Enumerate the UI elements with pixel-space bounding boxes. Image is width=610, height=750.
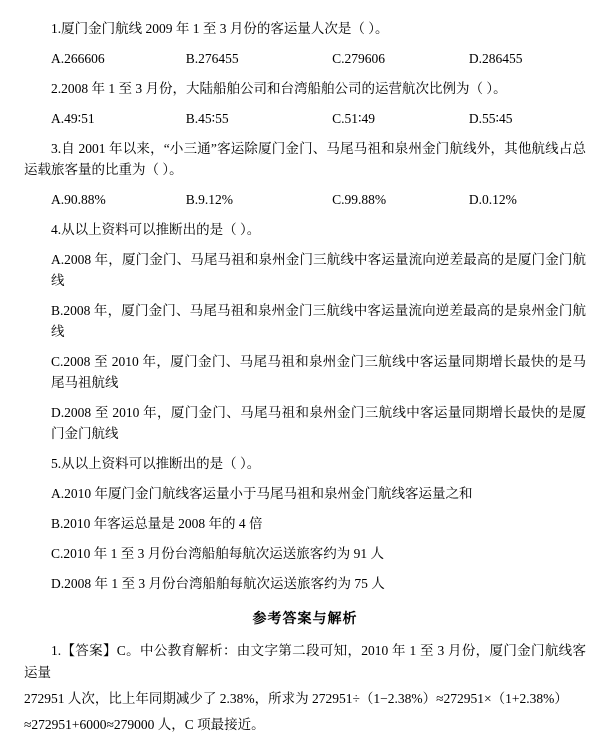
option-c[interactable]: C.99.88% — [332, 192, 387, 207]
question-options-row — [24, 189, 586, 210]
option-c[interactable]: C.2008 至 2010 年，厦门金门、马尾马祖和泉州金门三航线中客运量同期增长最快的是马尾马祖航线 — [51, 354, 586, 390]
question-stem: 2.2008 年 1 至 3 月份，大陆船舶公司和台湾船舶公司的运营航次比例为（ ）。 — [51, 81, 507, 96]
option-d[interactable]: D.2008 至 2010 年，厦门金门、马尾马祖和泉州金门三航线中客运量同期增长最快的是厦门金门航线 — [51, 405, 586, 441]
option-d[interactable]: D.2008 年 1 至 3 月份台湾船舶每航次运送旅客约为 75 人 — [51, 576, 385, 591]
question-options-row — [24, 108, 586, 129]
option-a[interactable]: A.90.88% — [51, 192, 106, 207]
option-c[interactable]: C.279606 — [332, 51, 386, 66]
option-b[interactable]: B.45∶55 — [185, 111, 229, 126]
option-d[interactable]: D.0.12% — [468, 192, 517, 207]
option-b[interactable]: B.2010 年客运总量是 2008 年的 4 倍 — [51, 516, 263, 531]
question-stem: 4.从以上资料可以推断出的是（ ）。 — [51, 222, 261, 237]
option-b[interactable]: B.2008 年，厦门金门、马尾马祖和泉州金门三航线中客运量流向逆差最高的是泉州金门航线 — [51, 303, 586, 339]
option-a[interactable]: A.2010 年厦门金门航线客运量小于马尾马祖和泉州金门航线客运量之和 — [51, 486, 473, 501]
question-stem: 1.厦门金门航线 2009 年 1 至 3 月份的客运量人次是（ ）。 — [51, 21, 389, 36]
question-options-row — [24, 48, 586, 69]
option-a[interactable]: A.49∶51 — [51, 111, 95, 126]
option-d[interactable]: D.55∶45 — [468, 111, 513, 126]
question-stem: 3.自 2001 年以来，“小三通”客运除厦门金门、马尾马祖和泉州金门航线外，其他航线占总运载旅客量的比重为（ ）。 — [24, 141, 586, 177]
answer-paragraph: ≈272951+6000≈279000 人，C 项最接近。 — [24, 717, 265, 732]
option-a[interactable]: A.266606 — [51, 51, 105, 66]
option-c[interactable]: C.2010 年 1 至 3 月份台湾船舶每航次运送旅客约为 91 人 — [51, 546, 385, 561]
question-stem: 5.从以上资料可以推断出的是（ ）。 — [51, 456, 261, 471]
answer-paragraph: 1.【答案】C。中公教育解析：由文字第二段可知，2010 年 1 至 3 月份，厦门金门航线客运量 — [24, 643, 586, 680]
option-d[interactable]: D.286455 — [468, 51, 523, 66]
option-b[interactable]: B.9.12% — [185, 192, 233, 207]
option-a[interactable]: A.2008 年，厦门金门、马尾马祖和泉州金门三航线中客运量流向逆差最高的是厦门金门航线 — [51, 252, 586, 288]
option-b[interactable]: B.276455 — [185, 51, 239, 66]
answer-section-title: 参考答案与解析 — [252, 612, 358, 627]
answer-paragraph: 272951 人次，比上年同期减少了 2.38%，所求为 272951÷（1−2.38%）≈272951×（1+2.38%） — [24, 691, 568, 706]
option-c[interactable]: C.51∶49 — [332, 111, 376, 126]
